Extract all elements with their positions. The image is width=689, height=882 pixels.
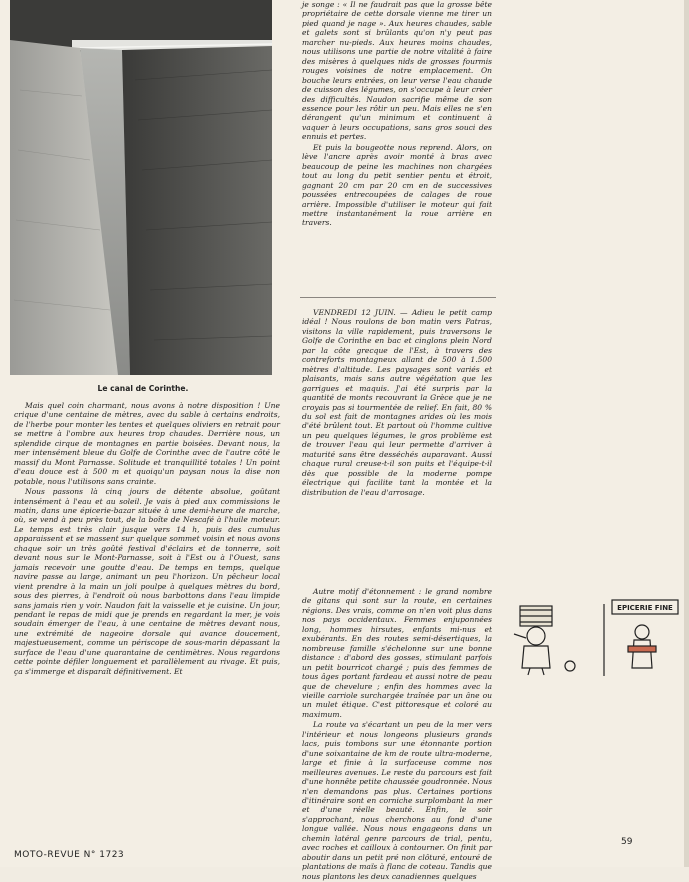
paragraph: Et puis la bougeotte nous reprend. Alors, on lève l'ancre après avoir monté à bras avec beaucoup de peine les machines non chargées tout au long du petit sentier pentu et étroit, gagnant 20 cm par 20 cm en de successives poussées entrecoupées de calages de roue arrière. Impossible d'utiliser le moteur qui fait mettre instantanément la roue arrière en travers. [302,142,492,228]
magazine-footer: MOTO-REVUE N° 1723 [14,850,125,860]
canal-photo-illustration [10,0,272,375]
cartoon-illustration [500,598,685,676]
page-edge [684,0,689,867]
shop-sign: EPICERIE FINE [617,604,673,612]
right-column-middle-text [302,308,492,498]
page-number: 59 [621,837,633,847]
paragraph: Nous passons là cinq jours de détente absolue, goûtant intensément à l'eau et au soleil. Je vais à pied aux commissions le matin, dans une épicerie-bazar située à une demi-heure de marche, où, se vend à peu près tout, de la boîte de Nescafé à l'huile moteur. Le temps est très clair jusque vers 14 h, puis des cumulus apparaissent et se massent sur quelque sommet voisin et nous avons chaque soir un très goûté festival d'éclairs et de tonnerre, soit devant nous sur le Mont-Parnasse, soit à l'Est ou à l'Ouest, sans jamais recevoir une goutte d'eau. De temps en temps, quelque navire passe au large, animant un peu l'horizon. Un pêcheur local vient prendre à la main un joli poulpe à quelques mètres du bord, sous des pierres, à l'endroit où nous barbottons dans l'eau limpide sans jamais rien y voir. Naudon fait la vaisselle et je cuisine. Un jour, pendant le repas de midi que je prends en regardant la mer, je vois soudain émerger de l'eau, à une centaine de mètres devant nous, une extrémité de nageoire dorsale qui avance doucement, majestueusement, comme un périscope de sous-marin dépassant la surface de l'eau d'une quarantaine de centimètres. Nous regardons cette pointe défiler longuement et parallèlement au rivage. Et puis, ça s'immerge et disparaît définitivement. Et [14,487,280,676]
paragraph-text: Adieu le petit camp idéal ! Nous roulons de bon matin vers Patras, visitons la ville rapidement, puis traversons le Golfe de Corinthe en bac et cinglons plein Nord par la côte grecque de l'Est, à travers des contreforts montagneux allant de 500 à 1.500 mètres d'altitude. Les paysages sont variés et plaisants, mais sans autre végétation que les garrigues et maquis. J'ai été surpris par la quantité de monts recouvrant la Grèce que je ne croyais pas si tourmentée de relief. En fait, 80 % du sol est fait de montagnes arides où les mois d'été brûlent tout. Et partout où l'homme cultive un peu quelques légumes, le gros problème est de trouver l'eau qui leur permette d'arriver à maturité sans être desséchés auparavant. Aussi chaque rural creuse-t-il son puits et l'équipe-t-il dès que possible de la moderne pompe électrique qui facilite tant la montée et la distribution de l'eau d'arrosage. [302,308,492,497]
paragraph: Autre motif d'étonnement : le grand nombre de gitans qui sont sur la route, en certaines régions. Des vrais, comme on n'en voit plus dans nos pays occidentaux. Femmes enjuponnées long, hommes hirsutes, enfants mi-nus et exubérants. En des routes semi-désertiques, la nombreuse famille s'échelonne sur une bonne distance : d'abord des gosses, stimulant parfois un petit bourricot chargé ; puis des femmes de tous âges portant fardeau et aussi notre de peau que de chevelure ; enfin des hommes avec la vieille carriole surchargée traînée par un âne ou un mulet étique. C'est pittoresque et coloré au maximum. [302,587,492,719]
grocer-cartoon [500,598,685,676]
paragraph: je songe : « Il ne faudrait pas que la grosse bête propriétaire de cette dorsale vienne me tirer un pied quand je nage ». Aux heures chaudes, sable et galets sont si brûlants qu'on n'y peut pas marcher nu-pieds. Aux heures moins chaudes, nous utilisons une partie de notre vitalité à faire des misères à quelques nids de grosses fourmis rouges voisines de notre emplacement. On bouche leurs entrées, on leur verse l'eau chaude de cuisson des légumes, on s'occupe à leur créer des difficultés. Naudon sacrifie même de son essence pour les rôtir un peu. Mais elles ne s'en dérangent qu'un minimum et continuent à vaquer à leurs occupations, sans gros souci des ennuis et pertes. [302,0,492,142]
right-column-bottom-text [302,587,492,882]
photo-caption: Le canal de Corinthe. [97,384,189,393]
paragraph: Mais quel coin charmant, nous avons à notre disposition ! Une crique d'une centaine de mètres, avec du sable à certains endroits, de l'herbe pour monter les tentes et quelques oliviers en retrait pour se mettre à l'ombre aux heures trop chaudes. Derrière nous, un splendide cirque de montagnes en partie boisées. Devant nous, la mer intensément bleue du Golfe de Corinthe avec de l'autre côté le massif du Mont Parnasse. Solitude et tranquillité totales ! Un point d'eau douce est à 500 m et quoiqu'un paysan nous la dise non potable, nous l'utilisons sans crainte. [14,401,280,486]
section-date: VENDREDI 12 JUIN. — [313,308,408,317]
right-column-top-text [302,0,492,229]
section-divider [300,297,496,298]
left-column-text [14,401,280,677]
paragraph: La route va s'écartant un peu de la mer vers l'intérieur et nous longeons plusieurs grands lacs, puis tombons sur une étonnante portion d'une soixantaine de km de route ultra-moderne, large et finie à la surfaceuse comme nos meilleures avenues. Le reste du parcours est fait d'une honnête petite chaussée goudronnée. Nous n'en demandons pas plus. Certaines portions d'itinéraire sont en corniche surplombant la mer et d'une réelle beauté. Enfin, le soir s'approchant, nous cherchons au fond d'une longue vallée. Nous nous engageons dans un chemin latéral genre parcours de trial, pentu, avec roches et cailloux à contourner. On finit par aboutir dans un petit pré non clôturé, entouré de plantations de maïs à flanc de coteau. Tandis que nous plantons les deux canadiennes quelques [302,720,492,881]
paragraph [302,308,492,497]
corinth-canal-photo [10,0,272,375]
